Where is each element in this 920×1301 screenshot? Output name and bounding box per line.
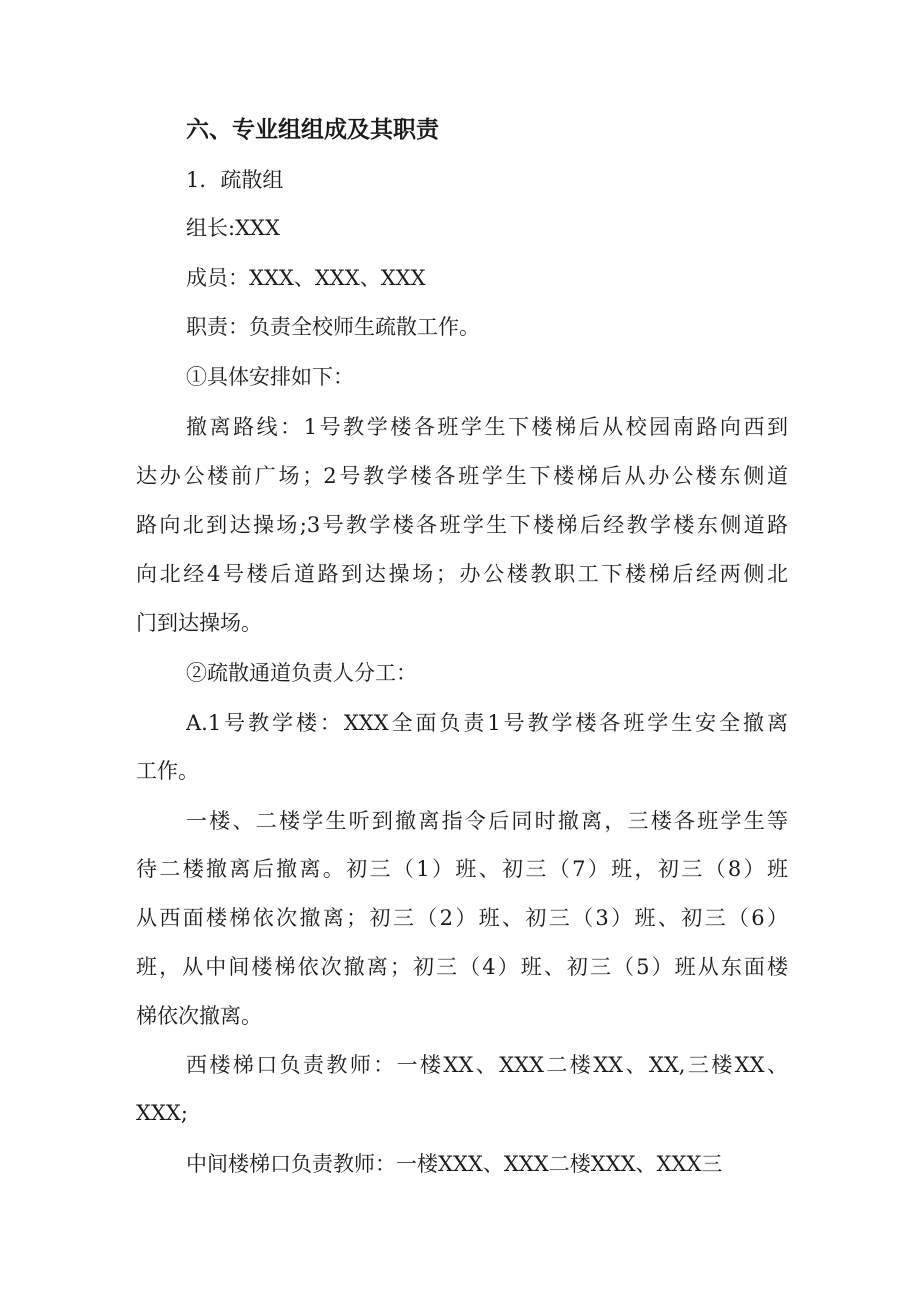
text-line: 职责：负责全校师生疏散工作。 bbox=[186, 315, 480, 339]
text-line: 路向北到达操场;3号教学楼各班学生下楼梯后经教学楼东侧道路 bbox=[136, 513, 788, 537]
text-line: 组长:XXX bbox=[186, 216, 280, 240]
text-line: 一楼、二楼学生听到撤离指令后同时撤离，三楼各班学生等 bbox=[186, 809, 788, 833]
text-line: 工作。 bbox=[136, 759, 199, 783]
text-line: ①具体安排如下： bbox=[186, 365, 354, 389]
text-line: 门到达操场。 bbox=[136, 611, 262, 635]
text-line: 西楼梯口负责教师：一楼XX、XXX二楼XX、XX,三楼XX、 bbox=[186, 1053, 788, 1077]
text-line: XXX; bbox=[136, 1101, 188, 1125]
text-line: 撤离路线：1号教学楼各班学生下楼梯后从校园南路向西到 bbox=[186, 415, 788, 439]
text-line: 梯依次撤离。 bbox=[136, 1004, 262, 1028]
text-line: 达办公楼前广场；2号教学楼各班学生下楼梯后从办公楼东侧道 bbox=[136, 464, 788, 488]
text-line: 成员：XXX、XXX、XXX bbox=[186, 266, 426, 290]
text-line: 待二楼撤离后撤离。初三（1）班、初三（7）班，初三（8）班 bbox=[136, 857, 788, 881]
subsection-title: 1．疏散组 bbox=[186, 168, 284, 192]
text-line: 中间楼梯口负责教师：一楼XXX、XXX二楼XXX、XXX三 bbox=[186, 1152, 723, 1176]
section-heading: 六、专业组组成及其职责 bbox=[186, 117, 439, 143]
text-line: 向北经4号楼后道路到达操场；办公楼教职工下楼梯后经两侧北 bbox=[136, 562, 788, 586]
text-line: 从西面楼梯依次撤离；初三（2）班、初三（3）班、初三（6） bbox=[136, 906, 788, 930]
text-line: A.1号教学楼：XXX全面负责1号教学楼各班学生安全撤离 bbox=[186, 711, 788, 735]
text-line: 班，从中间楼梯依次撤离；初三（4）班、初三（5）班从东面楼 bbox=[136, 955, 788, 979]
text-line: ②疏散通道负责人分工： bbox=[186, 661, 417, 685]
